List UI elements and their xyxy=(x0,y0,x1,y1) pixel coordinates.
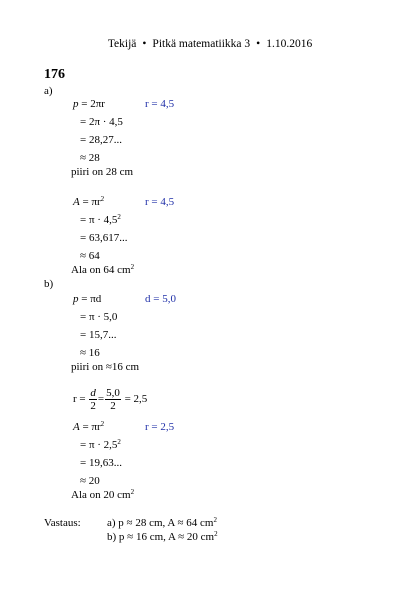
part-b-circ-given: d = 5,0 xyxy=(145,293,176,305)
part-b-area-conclusion: Ala on 20 $cm^2$ xyxy=(71,488,135,501)
part-b-circ-conclusion: piiri on ≈16 cm xyxy=(71,361,140,373)
part-b-radius-equation: r = $\frac{d}{2}$ = $\frac{5,0}{2}$ = 2,5 xyxy=(73,387,148,412)
part-a-circ-step2: = 28,27... xyxy=(80,134,122,146)
part-a-area-step3: ≈ 64 xyxy=(80,250,100,262)
header-author: Tekijä xyxy=(107,38,137,50)
part-b-label: b) xyxy=(44,278,54,290)
part-a-area-conclusion: Ala on 64 $cm^2$ xyxy=(71,263,135,276)
part-a-area-step1: = $\pi \cdot 4,5^2$ xyxy=(80,213,121,226)
part-b-area-step2: = 19,63... xyxy=(80,457,122,469)
answer-line-a: a) p ≈ 28 cm, A ≈ 64 $cm^2$ xyxy=(107,516,217,529)
part-a-area-given: r = 4,5 xyxy=(145,196,175,208)
part-b-circ-step2: = 15,7... xyxy=(80,329,117,341)
answer-line-b: b) p ≈ 16 cm, A ≈ 20 $cm^2$ xyxy=(107,530,218,543)
header-course: Pitkä matematiikka 3 xyxy=(152,38,251,50)
fraction-d-over-2: $\frac{d}{2}$ xyxy=(90,387,96,412)
part-a-circ-step3: ≈ 28 xyxy=(80,152,100,164)
radius-lhs: r = xyxy=(73,393,86,406)
page-header xyxy=(0,38,420,50)
part-a-area-step2: = 63,617... xyxy=(80,232,128,244)
part-a-circ-conclusion: piiri on 28 cm xyxy=(71,166,134,178)
part-b-circ-step3: ≈ 16 xyxy=(80,347,100,359)
bullet-icon: • xyxy=(142,38,147,50)
part-b-area-given: r = 2,5 xyxy=(145,421,175,433)
header-date: 1.10.2016 xyxy=(266,38,313,50)
problem-number: 176 xyxy=(44,67,65,82)
part-a-circ-step1: = 2π · 4,5 xyxy=(80,116,123,128)
part-a-area-formula: $A = \pi r^2$ xyxy=(73,195,105,208)
part-b-area-step1: = $\pi \cdot 2,5^2$ xyxy=(80,438,121,451)
fraction-value: $\frac{5,0}{2}$ xyxy=(106,387,120,412)
part-a-circ-given: r = 4,5 xyxy=(145,98,175,110)
radius-result: = 2,5 xyxy=(124,393,148,406)
part-b-circ-step1: = π · 5,0 xyxy=(80,311,118,323)
part-b-circ-formula: p = πd xyxy=(73,293,102,305)
part-b-area-step3: ≈ 20 xyxy=(80,475,100,487)
bullet-icon: • xyxy=(256,38,261,50)
part-b-area-formula: $A = \pi r^2$ xyxy=(73,420,105,433)
answer-label: Vastaus: xyxy=(44,517,81,529)
part-a-label: a) xyxy=(44,85,53,97)
part-a-circ-formula: p = 2πr xyxy=(73,98,105,110)
